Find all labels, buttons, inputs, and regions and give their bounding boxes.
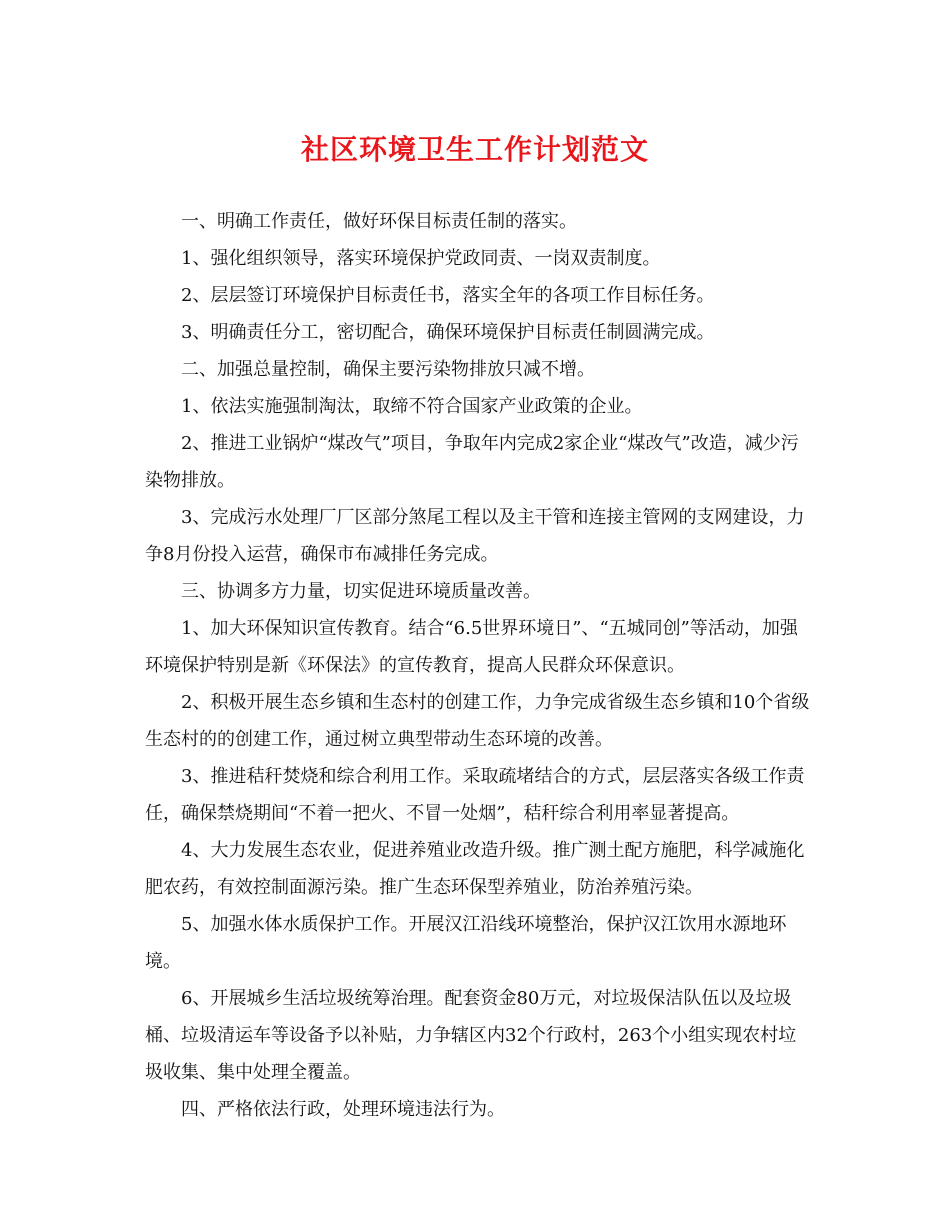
paragraph-2: 1、强化组织领导，落实环境保护党政同责、一岗双责制度。	[181, 248, 661, 269]
document-title: 社区环境卫生工作计划范文	[300, 133, 649, 166]
paragraph-6: 1、依法实施强制淘汰，取缔不符合国家产业政策的企业。	[181, 396, 643, 417]
paragraph-15: 6、开展城乡生活垃圾统筹治理。配套资金80万元，对垃圾保洁队伍以及垃圾桶、垃圾清运车等设备予以补贴，力争辖区内32个行政村，263个小组实现农村垃圾收集、集中处理全覆盖。	[145, 988, 797, 1083]
paragraph-5: 二、加强总量控制，确保主要污染物排放只减不增。	[181, 359, 595, 380]
paragraph-1: 一、明确工作责任，做好环保目标责任制的落实。	[181, 211, 577, 232]
paragraph-9: 三、协调多方力量，切实促进环境质量改善。	[181, 581, 541, 602]
paragraph-7: 2、推进工业锅炉“煤改气”项目，争取年内完成2家企业“煤改气”改造，减少污染物排放。	[145, 433, 799, 491]
paragraph-11: 2、积极开展生态乡镇和生态村的创建工作，力争完成省级生态乡镇和10个省级生态村的的创建工作，通过树立典型带动生态环境的改善。	[145, 692, 810, 750]
paragraph-12: 3、推进秸秆焚烧和综合利用工作。采取疏堵结合的方式，层层落实各级工作责任，确保禁烧期间“不着一把火、不冒一处烟”，秸秆综合利用率显著提高。	[145, 766, 805, 824]
paragraph-10: 1、加大环保知识宣传教育。结合“6.5世界环境日”、“五城同创”等活动，加强环境保护特别是新《环保法》的宣传教育，提高人民群众环保意识。	[145, 618, 798, 676]
document-body	[145, 203, 811, 1128]
paragraph-4: 3、明确责任分工，密切配合，确保环境保护目标责任制圆满完成。	[181, 322, 715, 343]
paragraph-3: 2、层层签订环境保护目标责任书，落实全年的各项工作目标任务。	[181, 285, 715, 306]
paragraph-13: 4、大力发展生态农业，促进养殖业改造升级。推广测土配方施肥，科学减施化肥农药，有效控制面源污染。推广生态环保型养殖业，防治养殖污染。	[145, 840, 805, 898]
paragraph-14: 5、加强水体水质保护工作。开展汉江沿线环境整治，保护汉江饮用水源地环境。	[145, 914, 787, 972]
paragraph-16: 四、严格依法行政，处理环境违法行为。	[181, 1099, 505, 1120]
paragraph-8: 3、完成污水处理厂厂区部分煞尾工程以及主干管和连接主管网的支网建设，力争8月份投入运营，确保市布减排任务完成。	[145, 507, 805, 565]
